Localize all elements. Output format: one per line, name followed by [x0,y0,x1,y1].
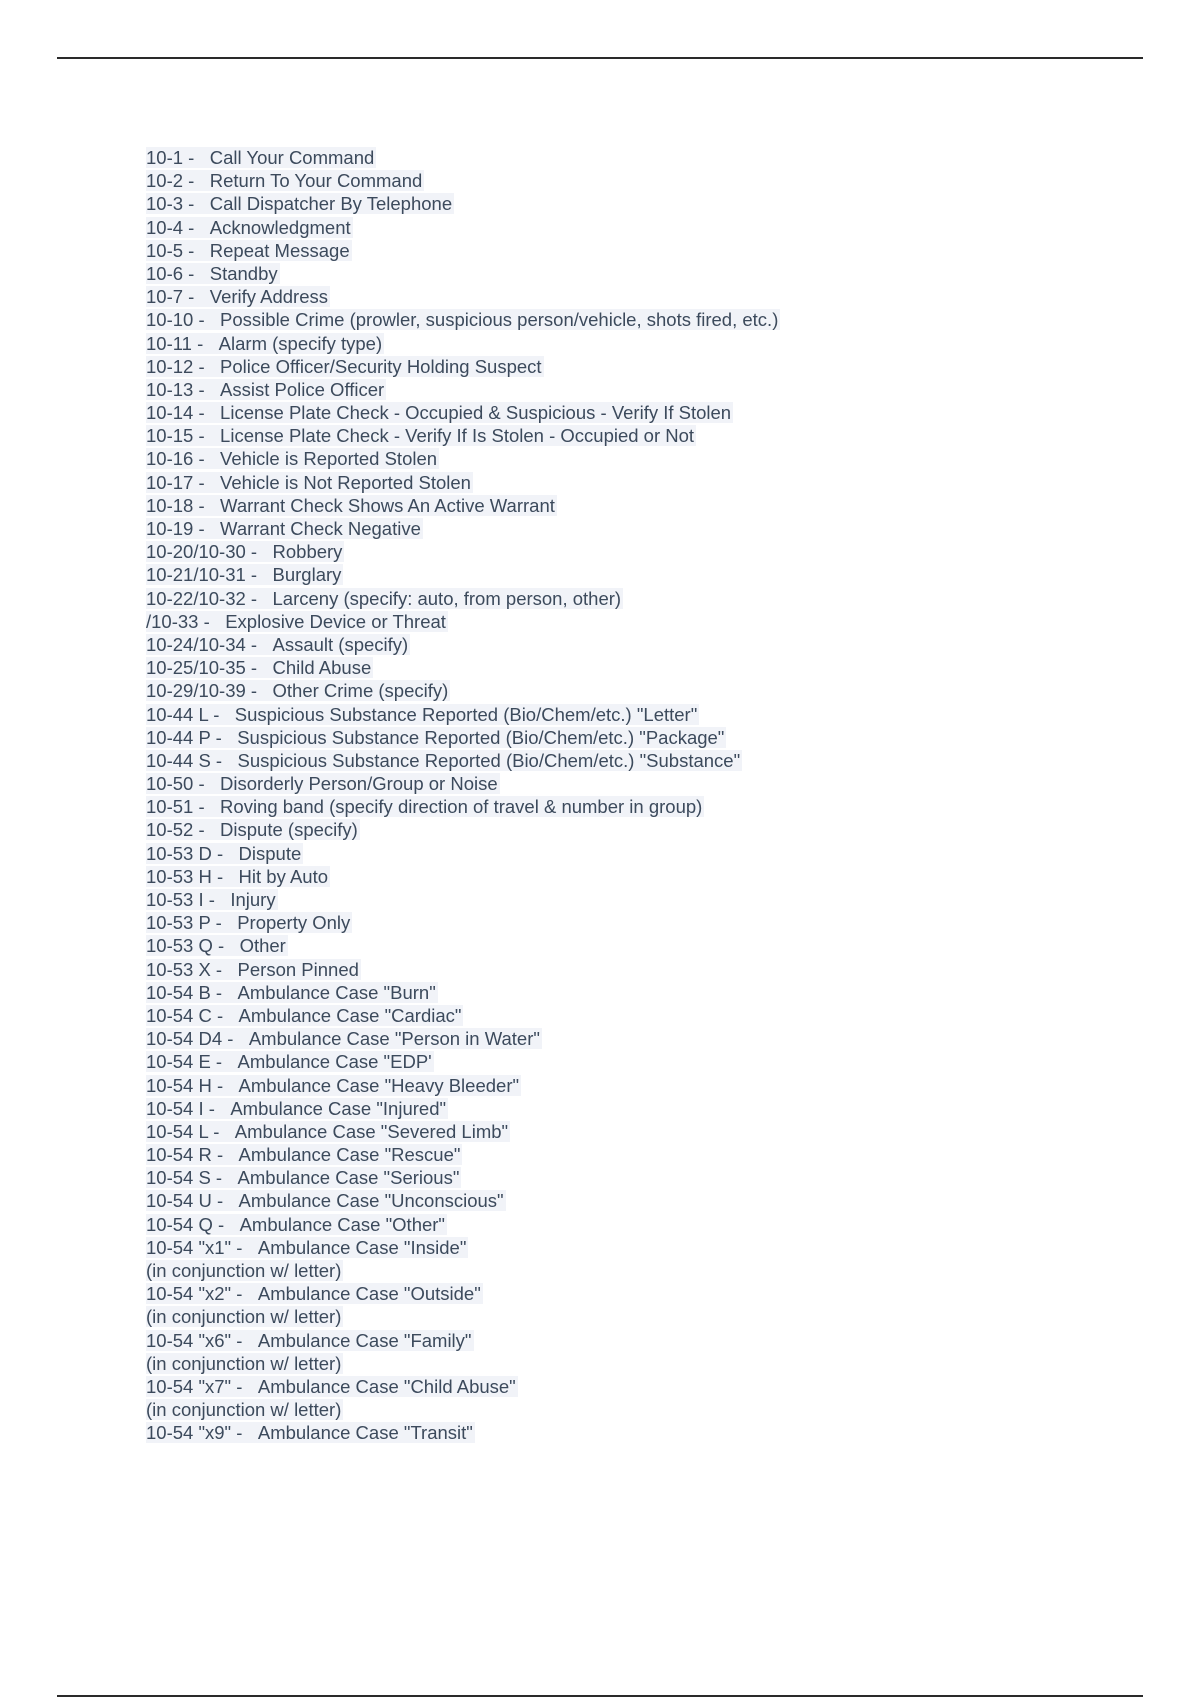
code-line-text [146,889,278,910]
code-line [146,192,780,215]
code-line-text [146,1353,343,1374]
code-description: Dispute (specify) [220,819,358,841]
code-line [146,355,780,378]
code-description: Ambulance Case "Heavy Bleeder" [238,1074,520,1096]
code-description: Acknowledgment [209,216,351,238]
code-description: Ambulance Case "Other" [239,1213,446,1235]
code-description: (in conjunction w/ letter) [146,1352,342,1374]
code-line [146,262,780,285]
code-line [146,865,780,888]
code-number: 10-53 Q - [146,935,225,957]
code-number: 10-54 "x2" - [146,1283,243,1305]
code-line-text [146,680,450,701]
code-line [146,1166,780,1189]
code-number: 10-44 L - [146,703,220,725]
code-number: 10-3 - [146,193,195,215]
code-line-text [146,634,410,655]
code-number: 10-13 - [146,378,205,400]
code-line-text [146,1051,434,1072]
code-line-text [146,309,780,330]
code-line [146,517,780,540]
code-number: 10-54 R - [146,1144,224,1166]
code-description: Hit by Auto [238,865,329,887]
code-description: Assist Police Officer [220,378,385,400]
code-line [146,216,780,239]
code-line-text [146,727,726,748]
code-line-text [146,866,330,887]
code-number: 10-4 - [146,216,195,238]
code-line [146,911,780,934]
code-number: 10-22/10-32 - [146,587,258,609]
code-number: 10-5 - [146,239,195,261]
code-line [146,169,780,192]
code-number: 10-29/10-39 - [146,680,258,702]
code-line-text [146,657,373,678]
code-line-text [146,1214,447,1235]
code-line [146,1097,780,1120]
code-line-text [146,704,699,725]
code-description: (in conjunction w/ letter) [146,1399,342,1421]
code-number: 10-15 - [146,425,205,447]
code-line-text [146,843,303,864]
code-description: Ambulance Case "Unconscious" [238,1190,504,1212]
footer-rule [57,1695,1143,1697]
code-line-text [146,796,704,817]
code-line [146,772,780,795]
code-line [146,587,780,610]
code-description: Possible Crime (prowler, suspicious person/vehicle, shots fired, etc.) [220,309,779,331]
code-line-text [146,564,343,585]
code-description: Ambulance Case "Outside" [257,1283,481,1305]
code-description: Ambulance Case "Burn" [237,981,436,1003]
code-line [146,934,780,957]
code-line-text [146,959,361,980]
code-line-text [146,935,288,956]
code-number: 10-54 Q - [146,1213,225,1235]
code-number: 10-44 P - [146,726,222,748]
code-line-text [146,1098,448,1119]
code-line-text [146,982,438,1003]
code-description: Property Only [237,912,351,934]
code-number: 10-11 - [146,332,204,354]
code-line-text [146,356,544,377]
code-number: 10-54 "x7" - [146,1375,243,1397]
code-line [146,842,780,865]
code-description: Roving band (specify direction of travel & number in group) [220,796,703,818]
code-number: 10-10 - [146,309,205,331]
code-description: Vehicle is Reported Stolen [220,448,438,470]
code-line [146,1398,780,1421]
code-line [146,1213,780,1236]
code-line-text [146,1376,518,1397]
code-line [146,1329,780,1352]
code-description: Warrant Check Negative [220,518,421,539]
code-line-text [146,193,454,214]
code-description: Verify Address [209,286,329,308]
code-description: Larceny (specify: auto, from person, other) [272,587,622,609]
code-description: Ambulance Case "Rescue" [238,1144,461,1166]
code-line-text [146,147,376,168]
code-line-text [146,819,360,840]
code-line-text [146,518,423,539]
code-line [146,1305,780,1328]
code-line [146,1027,780,1050]
code-description: Assault (specify) [272,633,409,655]
code-line-text [146,1306,343,1327]
code-line [146,1004,780,1027]
code-description: Repeat Message [209,239,350,261]
code-description: Other [239,935,286,957]
code-number: 10-54 E - [146,1051,223,1073]
code-number: 10-54 D4 - [146,1028,234,1050]
code-number: 10-54 C - [146,1004,224,1026]
code-description: Ambulance Case "Injured" [230,1097,447,1119]
code-description: Ambulance Case "Serious" [237,1167,460,1189]
code-description: Ambulance Case "Transit" [257,1422,473,1444]
code-line-text [146,286,330,307]
code-description: Other Crime (specify) [272,680,449,702]
code-description: Suspicious Substance Reported (Bio/Chem/etc.) "Letter" [234,703,698,725]
code-number: 10-53 D - [146,842,224,864]
code-number: 10-54 U - [146,1190,224,1212]
code-description: License Plate Check - Occupied & Suspicious - Verify If Stolen [220,402,732,424]
code-description: Robbery [272,541,343,563]
code-description: Police Officer/Security Holding Suspect [220,355,542,377]
code-number: 10-53 I - [146,889,215,910]
code-line-text [146,1422,475,1443]
code-number: 10-53 P - [146,912,222,934]
code-line [146,703,780,726]
code-line-text [146,448,439,469]
code-line-text [146,773,500,794]
code-line-text [146,750,742,771]
code-number: 10-54 S - [146,1167,223,1189]
ten-codes-list [146,146,780,1445]
code-line [146,958,780,981]
code-number: /10-33 - [146,610,210,632]
code-description: Ambulance Case "Cardiac" [238,1004,462,1026]
code-line-text [146,1005,463,1026]
code-line [146,1050,780,1073]
code-line-text [146,263,280,284]
code-line-text [146,1121,510,1142]
code-line [146,795,780,818]
code-line [146,239,780,262]
code-line-text [146,402,733,423]
code-line [146,424,780,447]
code-line [146,679,780,702]
code-line-text [146,1399,343,1420]
code-line-text [146,379,386,400]
code-number: 10-53 X - [146,958,223,980]
code-line-text [146,1167,461,1188]
code-line [146,447,780,470]
code-line-text [146,1190,506,1211]
code-description: Suspicious Substance Reported (Bio/Chem/etc.) "Package" [237,726,725,748]
code-number: 10-14 - [146,402,205,424]
code-description: Call Dispatcher By Telephone [209,193,453,215]
code-line [146,749,780,772]
code-line [146,1375,780,1398]
code-description: (in conjunction w/ letter) [146,1260,342,1281]
code-line [146,610,780,633]
code-description: Warrant Check Shows An Active Warrant [220,494,555,516]
code-number: 10-54 "x1" - [146,1236,243,1258]
code-description: (in conjunction w/ letter) [146,1306,342,1328]
code-line [146,1282,780,1305]
code-number: 10-7 - [146,286,195,308]
code-line [146,146,780,169]
code-line [146,633,780,656]
code-line [146,1120,780,1143]
code-line-text [146,425,696,446]
code-line-text [146,472,473,493]
code-line [146,308,780,331]
code-description: Return To Your Command [209,170,423,192]
code-line [146,332,780,355]
code-description: Vehicle is Not Reported Stolen [220,471,471,493]
code-number: 10-52 - [146,819,205,841]
code-line [146,540,780,563]
code-line-text [146,1260,343,1281]
code-number: 10-6 - [146,262,195,284]
code-number: 10-17 - [146,471,205,493]
code-number: 10-54 "x6" - [146,1329,243,1351]
code-description: Suspicious Substance Reported (Bio/Chem/etc.) "Substance" [237,749,741,771]
code-line-text [146,1075,521,1096]
code-description: Child Abuse [272,657,372,679]
code-number: 10-24/10-34 - [146,633,258,655]
code-line-text [146,1028,542,1049]
header-rule [57,57,1143,59]
code-number: 10-54 L - [146,1120,220,1142]
code-line-text [146,588,623,609]
code-number: 10-54 H - [146,1074,224,1096]
code-line-text [146,541,344,562]
code-number: 10-54 "x9" - [146,1422,243,1444]
code-number: 10-21/10-31 - [146,564,258,586]
code-line [146,1189,780,1212]
code-number: 10-54 B - [146,981,223,1003]
code-description: Ambulance Case "EDP' [237,1051,432,1073]
code-description: Injury [230,889,276,910]
code-line [146,1074,780,1097]
code-number: 10-2 - [146,170,195,192]
code-description: Ambulance Case "Child Abuse" [257,1375,516,1397]
code-description: Ambulance Case "Person in Water" [248,1028,540,1050]
code-number: 10-12 - [146,355,205,377]
code-line [146,563,780,586]
code-number: 10-51 - [146,796,205,818]
code-description: Person Pinned [237,958,359,980]
code-line [146,494,780,517]
code-description: Disorderly Person/Group or Noise [220,773,498,795]
code-number: 10-1 - [146,147,195,168]
code-line [146,1236,780,1259]
code-line [146,981,780,1004]
code-line [146,656,780,679]
code-line [146,1421,780,1444]
code-line-text [146,170,424,191]
code-description: Ambulance Case "Family" [257,1329,472,1351]
code-line [146,888,780,911]
code-line [146,1259,780,1282]
code-line [146,1352,780,1375]
code-line-text [146,333,384,354]
code-line-text [146,1237,468,1258]
code-line-text [146,611,448,632]
code-line-text [146,912,352,933]
code-description: Alarm (specify type) [218,332,383,354]
code-line [146,378,780,401]
code-line-text [146,240,352,261]
code-description: License Plate Check - Verify If Is Stolen - Occupied or Not [220,425,695,447]
code-line [146,818,780,841]
code-line-text [146,1283,483,1304]
code-line [146,1143,780,1166]
code-description: Ambulance Case "Inside" [257,1236,467,1258]
code-number: 10-44 S - [146,749,223,771]
code-number: 10-53 H - [146,865,224,887]
code-number: 10-54 I - [146,1097,215,1119]
code-line-text [146,217,353,238]
code-line-text [146,1144,462,1165]
code-number: 10-50 - [146,773,205,795]
code-description: Standby [209,262,278,284]
code-line-text [146,1330,474,1351]
code-number: 10-16 - [146,448,205,470]
code-number: 10-19 - [146,518,205,539]
code-line [146,471,780,494]
code-line-text [146,495,557,516]
code-description: Dispute [238,842,302,864]
code-line [146,726,780,749]
code-number: 10-20/10-30 - [146,541,258,563]
code-number: 10-18 - [146,494,205,516]
code-description: Burglary [272,564,342,586]
code-description: Call Your Command [209,147,375,168]
code-number: 10-25/10-35 - [146,657,258,679]
code-description: Ambulance Case "Severed Limb" [234,1120,509,1142]
code-line [146,401,780,424]
code-description: Explosive Device or Threat [225,610,446,632]
code-line [146,285,780,308]
